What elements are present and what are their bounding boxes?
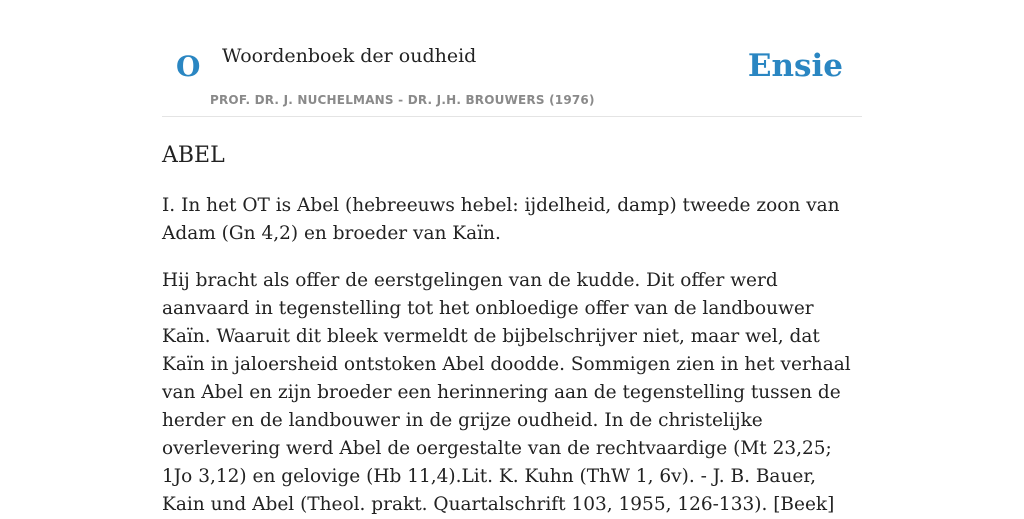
entry-headword: ABEL	[162, 143, 225, 168]
dictionary-header	[162, 0, 862, 117]
authors-line: PROF. DR. J. NUCHELMANS - DR. J.H. BROUWERS (1976)	[210, 93, 595, 107]
entry-paragraph-2: Hij bracht als offer de eerstgelingen van de kudde. Dit offer werd aanvaard in tegenstelling tot het onbloedige offer van de landbouwer Kaïn. Waaruit dit bleek vermeldt de bijbelschrijver niet, maar wel, dat Kaïn in jaloersheid ontstoken Abel doodde. Sommigen zien in het verhaal van Abel en zijn broeder een herinnering aan de tegenstelling tussen de herder en de landbouwer in de grijze oudheid. In de christelijke overlevering werd Abel de oergestalte van de rechtvaardige (Mt 23,25; 1Jo 3,12) en gelovige (Hb 11,4).Lit. K. Kuhn (ThW 1, 6v). - J. B. Bauer, Kain und Abel (Theol. prakt. Quartalschrift 103, 1955, 126-133). [Beek]	[162, 270, 851, 515]
entry-paragraph-1: I. In het OT is Abel (hebreeuws hebel: ijdelheid, damp) tweede zoon van Adam (Gn 4,2) en broeder van Kaïn.	[162, 195, 840, 244]
ensie-logo-link[interactable]: Ensie	[747, 48, 843, 84]
book-title-link[interactable]: Woordenboek der oudheid	[222, 45, 477, 67]
letter-index-link[interactable]: O	[176, 50, 201, 83]
dictionary-page	[162, 0, 862, 519]
